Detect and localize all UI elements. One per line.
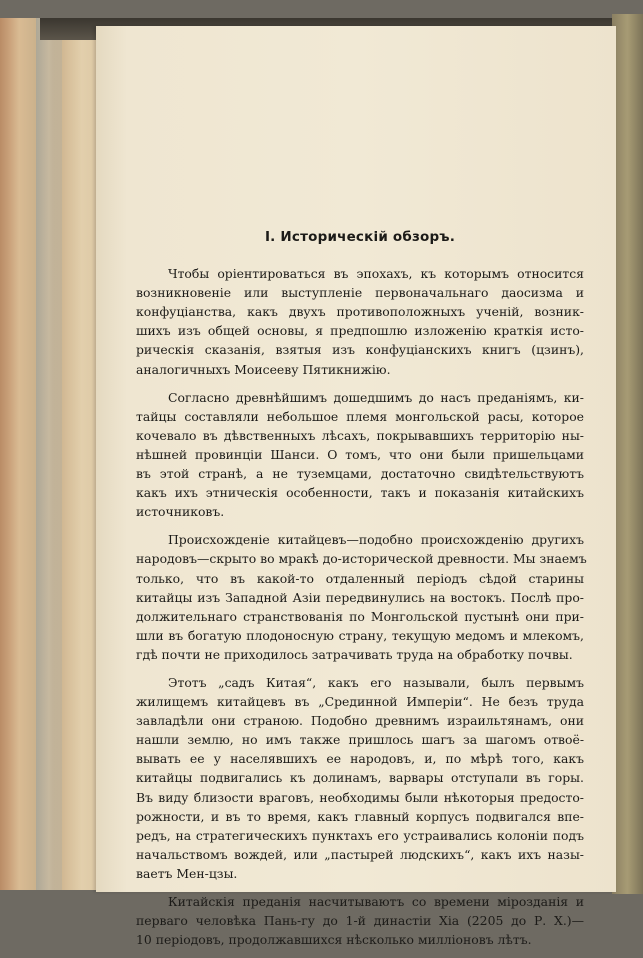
- text-line: Происхожденiе китайцевъ—подобно происхожденiю другихъ: [168, 532, 584, 548]
- text-line: конфуцiанства, какъ двухъ противоположныхъ ученiй, возник-: [136, 304, 584, 320]
- book-binding-edge: [0, 18, 96, 890]
- text-line: ваетъ Мен-цзы.: [136, 865, 238, 881]
- text-line: Этотъ „садъ Китая“, какъ его называли, былъ первымъ: [168, 674, 584, 690]
- paragraph-2: [136, 388, 584, 522]
- text-line: перваго человѣка Пань-гу до 1-й династiи Хiа (2205 до Р. Х.)—: [136, 913, 584, 929]
- text-line: народовъ—скрыто во мракѣ до-исторической древности. Мы знаемъ: [136, 551, 587, 567]
- text-line: возникновенiе или выступленiе первоначальнаго даосизма и: [136, 285, 584, 301]
- page-fold-shadow: [36, 18, 62, 890]
- paragraph-3: [136, 530, 587, 664]
- section-heading: I. Историческiй обзоръ.: [264, 229, 456, 245]
- text-line: рожности, и въ то время, какъ главный корпусъ подвигался впе-: [136, 808, 584, 824]
- text-line: источниковъ.: [136, 504, 225, 520]
- text-line: рическiя сказанiя, взятыя изъ конфуцiанскихъ книгъ (цзинъ),: [136, 342, 584, 358]
- text-line: 10 перiодовъ, продолжавшихся нѣсколько миллiоновъ лѣтъ.: [136, 932, 532, 948]
- text-line: редъ, на стратегическихъ пунктахъ его устраивались колонiи подъ: [136, 827, 584, 843]
- text-line: какъ ихъ этническiя особенности, такъ и показанiя китайскихъ: [136, 485, 584, 501]
- text-line: аналогичныхъ Моисееву Пятикнижiю.: [136, 361, 391, 377]
- paragraph-5: [136, 892, 584, 949]
- text-line: кочевало въ дѣвственныхъ лѣсахъ, покрывавшихъ территорiю ны-: [136, 427, 584, 443]
- text-line: Въ виду близости враговъ, необходимы были нѣкоторыя предосто-: [136, 789, 584, 805]
- book-page: [96, 26, 616, 948]
- text-line: китайцы изъ Западной Азiи передвинулись на востокъ. Послѣ про-: [136, 589, 584, 605]
- text-line: въ этой странѣ, а не туземцами, достаточно свидѣтельствуютъ: [136, 466, 584, 482]
- text-line: нашли землю, но имъ также пришлось шагъ за шагомъ отвоё-: [136, 732, 584, 748]
- text-line: вывать ее у населявшихъ ее народовъ, и, по мѣрѣ того, какъ: [136, 751, 584, 767]
- page-content: [136, 228, 587, 958]
- text-line: Чтобы орiентироваться въ эпохахъ, къ которымъ относится: [168, 266, 584, 282]
- text-line: жилищемъ китайцевъ въ „Срединной Имперiи“. Не безъ труда: [136, 694, 584, 710]
- paragraph-1: [136, 264, 584, 379]
- text-line: шли въ богатую плодоносную страну, текущую медомъ и млекомъ,: [136, 627, 584, 643]
- text-line: должительнаго странствованiя по Монгольской пустынѣ они при-: [136, 608, 584, 624]
- text-line: Китайскiя преданiя насчитываютъ со времени мiрозданiя и: [168, 894, 584, 909]
- text-line: Согласно древнѣйшимъ дошедшимъ до насъ преданiямъ, ки-: [168, 389, 584, 405]
- book-cover-edge: [612, 14, 643, 894]
- text-line: шихъ изъ общей основы, я предпошлю изложенiю краткiя исто-: [136, 323, 584, 339]
- text-line: гдѣ почти не приходилось затрачивать труда на обработку почвы.: [136, 646, 573, 662]
- paragraph-4: [136, 673, 584, 883]
- text-line: только, что въ какой-то отдаленный перiодъ сѣдой старины: [136, 570, 584, 586]
- text-line: начальствомъ вождей, или „пастырей людскихъ“, какъ ихъ назы-: [136, 846, 584, 862]
- text-line: завладѣли они страною. Подобно древнимъ израильтянамъ, они: [136, 713, 584, 729]
- text-line: китайцы подвигались къ долинамъ, варвары отступали въ горы.: [136, 770, 584, 786]
- text-line: нѣшней провинцiи Шанси. О томъ, что они были пришельцами: [136, 446, 584, 462]
- text-line: тайцы составляли небольшое племя монгольской расы, которое: [136, 408, 584, 424]
